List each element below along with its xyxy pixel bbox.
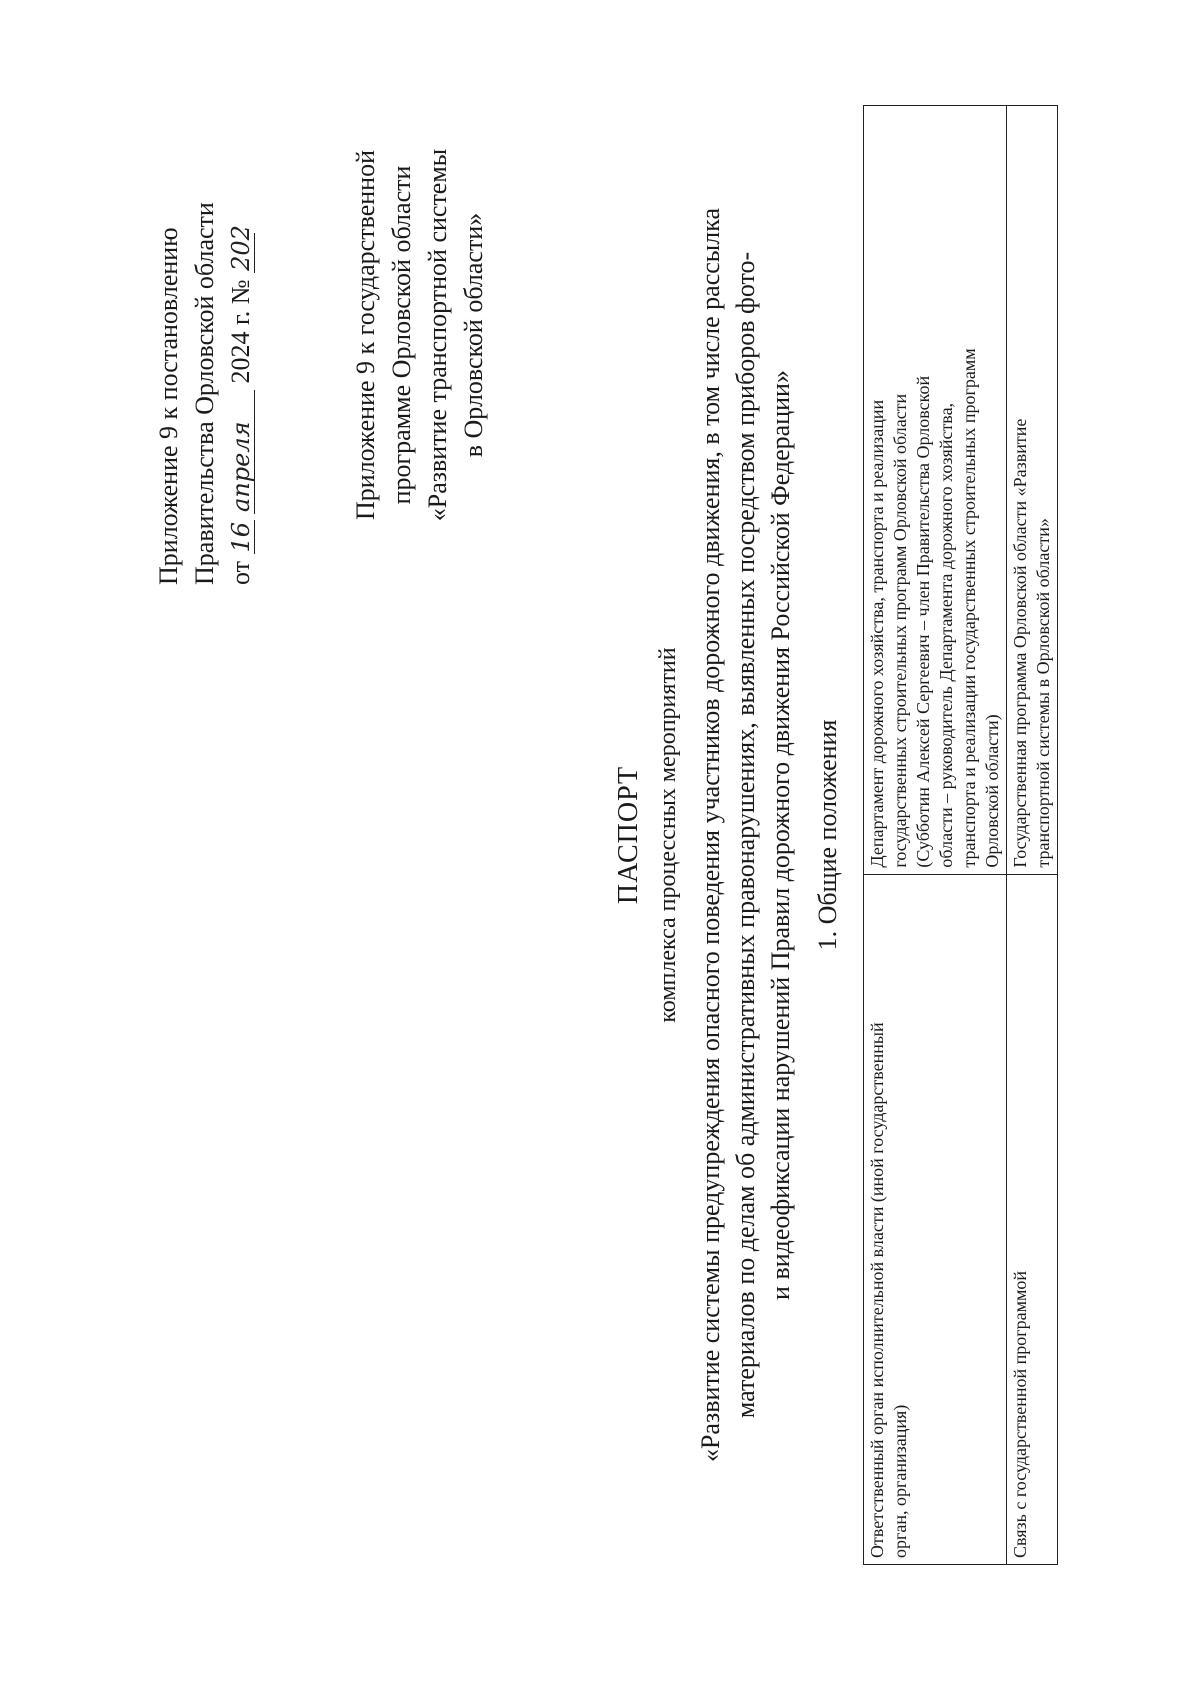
table-row xyxy=(864,106,1007,1565)
general-provisions-table xyxy=(863,105,1058,1565)
handwritten-month: апреля xyxy=(228,390,255,514)
table-cell-value xyxy=(1007,106,1058,875)
table-row xyxy=(1007,106,1058,1565)
handwritten-number: 202 xyxy=(227,225,255,271)
label-line: Связь с государственной программой xyxy=(1010,1270,1030,1558)
value-line: области – руководитель Департамента дорожного хозяйства, xyxy=(936,402,956,868)
value-line: Государственная программа Орловской области «Развитие xyxy=(1010,418,1030,868)
appendix-program-line4: в Орловской области» xyxy=(459,212,488,458)
value-line: транспорта и реализации государственных строительных программ xyxy=(959,348,979,868)
appendix-resolution-date-line xyxy=(223,115,259,585)
rotated-page xyxy=(93,85,1093,1585)
date-year: 2024 г. № xyxy=(226,279,255,384)
appendix-resolution-line1: Приложение 9 к постановлению xyxy=(154,227,183,585)
value-line: (Субботин Алексей Сергеевич – член Правительства Орловской xyxy=(913,375,933,868)
value-line: Орловской области) xyxy=(982,714,1002,868)
complex-name xyxy=(693,105,798,1565)
appendix-program-block xyxy=(348,125,492,545)
table-cell-value xyxy=(864,106,1007,875)
value-line: Департамент дорожного хозяйства, транспорта и реализации xyxy=(867,399,887,868)
appendix-program-line1: Приложение 9 к государственной xyxy=(351,150,380,520)
document-title: ПАСПОРТ xyxy=(613,765,644,905)
appendix-resolution-line2: Правительства Орловской области xyxy=(190,202,219,585)
table-cell-label xyxy=(1007,874,1058,1564)
appendix-resolution-block xyxy=(151,115,259,585)
label-line: Ответственный орган исполнительной власти (иной государственный xyxy=(867,1022,887,1558)
value-line: транспортной системы в Орловской области» xyxy=(1033,518,1053,868)
table-cell-label xyxy=(864,874,1007,1564)
date-prefix: от xyxy=(226,560,255,585)
complex-name-line2: материалов по делам об административных правонарушениях, выявленных посредством приборов фото- xyxy=(731,251,760,1419)
section-heading: 1. Общие положения xyxy=(813,719,842,951)
label-line: орган, организация) xyxy=(890,1404,910,1558)
complex-name-line1: «Развитие системы предупреждения опасного поведения участников дорожного движения, в том числе рассылка xyxy=(696,207,725,1463)
handwritten-day: 16 xyxy=(227,521,255,553)
appendix-program-line2: программе Орловской области xyxy=(387,165,416,505)
document-subtitle: комплекса процессных мероприятий xyxy=(655,647,681,1023)
appendix-program-line3: «Развитие транспортной системы xyxy=(423,148,452,522)
value-line: государственных строительных программ Орловской области xyxy=(890,393,910,868)
complex-name-line3: и видеофиксации нарушений Правил дорожного движения Российской Федерации» xyxy=(766,370,795,1300)
document-sheet xyxy=(93,85,1093,1585)
